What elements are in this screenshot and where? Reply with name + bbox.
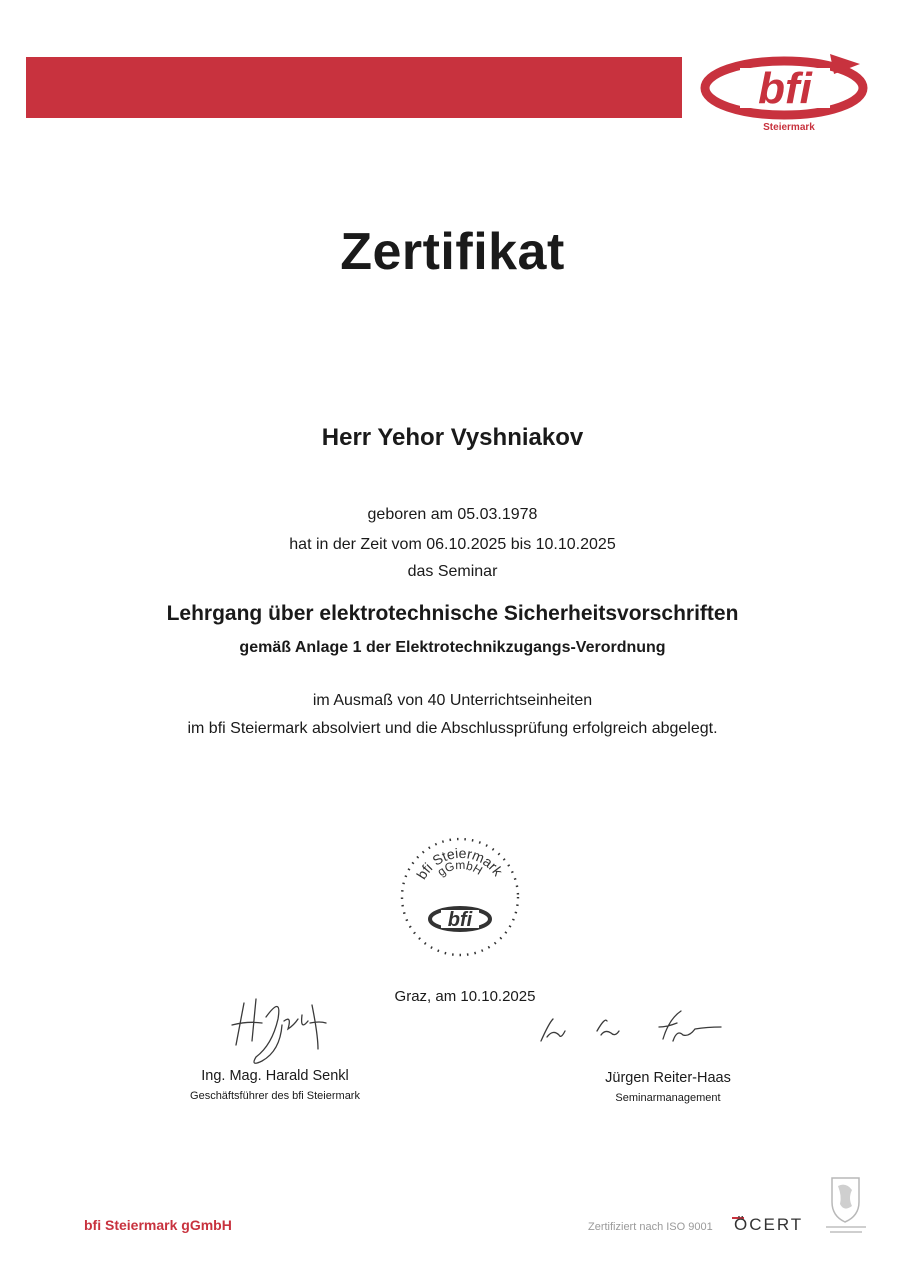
company-stamp [398, 835, 523, 960]
ocert-logo-icon [730, 1208, 820, 1238]
certificate-title: Zertifikat [340, 223, 565, 281]
signature-right [535, 1005, 735, 1055]
signatory-right-name: Jürgen Reiter-Haas [605, 1070, 731, 1086]
signature-left [222, 995, 337, 1067]
course-subtitle: gemäß Anlage 1 der Elektrotechnikzugangs-Verordnung [239, 639, 666, 656]
svg-text:bfi Steiermark: bfi Steiermark [413, 844, 507, 883]
seminar-line: das Seminar [407, 563, 498, 580]
recipient-name: Herr Yehor Vyshniakov [321, 424, 584, 451]
svg-text:bfi: bfi [447, 909, 473, 931]
place-date: Graz, am 10.10.2025 [394, 988, 536, 1005]
birth-date-line: geboren am 05.03.1978 [367, 506, 538, 523]
period-line: hat in der Zeit vom 06.10.2025 bis 10.10.2025 [289, 536, 616, 553]
header-red-band [26, 57, 682, 118]
iso-certification-text: Zertifiziert nach ISO 9001 [588, 1221, 713, 1233]
course-title: Lehrgang über elektrotechnische Sicherheitsvorschriften [166, 602, 739, 625]
svg-text:bfi: bfi [758, 64, 812, 113]
extent-line: im Ausmaß von 40 Unterrichtseinheiten [312, 692, 593, 709]
footer-company: bfi Steiermark gGmbH [84, 1217, 232, 1233]
signatory-left-name: Ing. Mag. Harald Senkl [201, 1068, 349, 1084]
completion-line: im bfi Steiermark absolviert und die Abschlussprüfung erfolgreich abgelegt. [187, 720, 718, 737]
coat-of-arms-icon [818, 1172, 873, 1238]
svg-text:ÖCERT: ÖCERT [734, 1215, 804, 1234]
signatory-right-role: Seminarmanagement [615, 1092, 721, 1104]
logo-subtitle: Steiermark [763, 122, 815, 133]
svg-text:gGmbH: gGmbH [434, 857, 485, 880]
signatory-left-role: Geschäftsführer des bfi Steiermark [190, 1090, 360, 1102]
